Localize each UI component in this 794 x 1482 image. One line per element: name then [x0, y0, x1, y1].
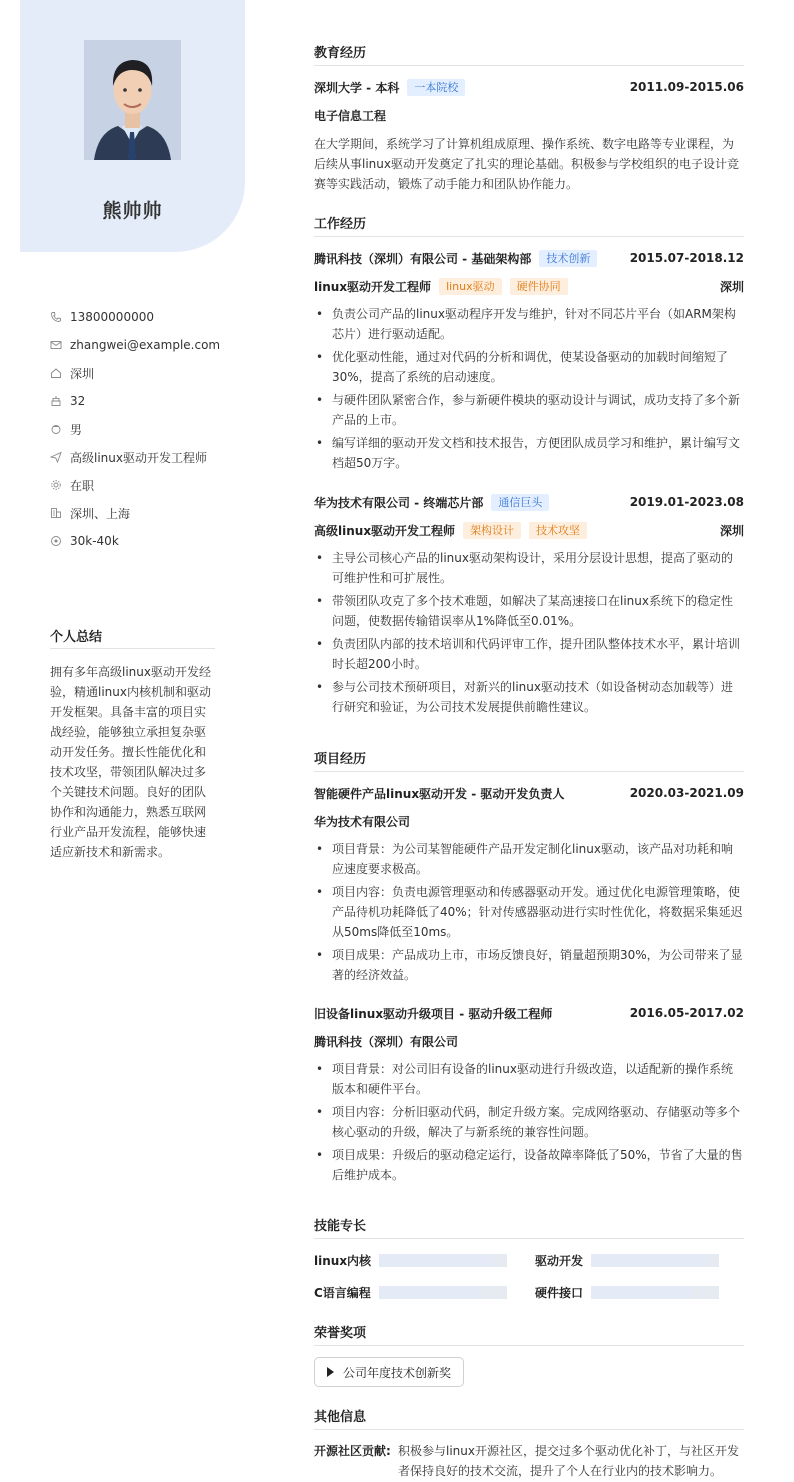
job-duties	[314, 548, 744, 720]
skill-item	[535, 1252, 719, 1269]
project-name: 智能硬件产品linux驱动开发 - 驱动开发负责人	[314, 786, 565, 801]
skill-tag: 技术攻坚	[529, 522, 587, 539]
list-item: • 负责公司产品的linux驱动程序开发与维护，针对不同芯片平台（如ARM架构芯片）进行驱动适配。	[314, 304, 744, 344]
project-header	[314, 1004, 744, 1022]
list-item: • 项目成果：升级后的驱动稳定运行，设备故障率降低了50%，节省了大量的售后维护成本。	[314, 1145, 744, 1185]
list-item: • 参与公司技术预研项目，对新兴的linux驱动技术（如设备树动态加载等）进行研究和验证，为公司技术发展提供前瞻性建议。	[314, 677, 744, 717]
list-item: • 负责团队内部的技术培训和代码评审工作，提升团队整体技术水平，累计培训时长超200小时。	[314, 634, 744, 674]
contact-text: 32	[70, 394, 86, 408]
contact-text: 13800000000	[70, 310, 154, 324]
contact-salary	[50, 527, 240, 555]
skill-name: linux内核	[314, 1254, 372, 1268]
contact-text: 男	[70, 422, 83, 437]
project-company-row	[314, 1032, 744, 1050]
list-item: • 项目内容：分析旧驱动代码，制定升级方案。完成网络驱动、存储驱动等多个核心驱动的升级，解决了与新系统的兼容性问题。	[314, 1102, 744, 1142]
skill-name: C语言编程	[314, 1286, 371, 1300]
school-tag: 一本院校	[407, 79, 465, 96]
project-name: 旧设备linux驱动升级项目 - 驱动升级工程师	[314, 1006, 553, 1021]
project-company: 华为技术有限公司	[314, 814, 411, 829]
sidebar	[0, 0, 245, 1482]
list-item: • 主导公司核心产品的linux驱动架构设计，采用分层设计思想，提高了驱动的可维护性和可扩展性。	[314, 548, 744, 588]
awards-title: 荣誉奖项	[314, 1322, 744, 1346]
project-details	[314, 839, 744, 988]
job-header	[314, 249, 744, 267]
summary-text: 拥有多年高级linux驱动开发经验，精通linux内核机制和驱动开发框架。具备丰富的项目实战经验，能够独立承担复杂驱动开发任务。擅长性能优化和技术攻坚，带领团队解决过多个关键技术问题。良好的团队协作和沟通能力，熟悉互联网行业产品开发流程，能够快速适应新技术和新需求。	[50, 665, 211, 859]
home-icon	[50, 367, 62, 379]
list-item: • 项目背景：对公司旧有设备的linux驱动进行升级改造，以适配新的操作系统版本和硬件平台。	[314, 1059, 744, 1099]
skill-bar	[591, 1254, 719, 1267]
company-name: 华为技术有限公司 - 终端芯片部	[314, 495, 484, 510]
project-date: 2020.03-2021.09	[629, 786, 744, 800]
cake-icon	[50, 395, 62, 407]
job-position-row	[314, 277, 744, 295]
company-name: 腾讯科技（深圳）有限公司 - 基础架构部	[314, 251, 532, 266]
position: linux驱动开发工程师	[314, 279, 432, 294]
education-title: 教育经历	[314, 42, 744, 66]
other-info	[314, 1441, 744, 1481]
gear-icon	[50, 479, 62, 491]
play-icon	[327, 1367, 334, 1377]
job-position-row	[314, 521, 744, 539]
other-label: 开源社区贡献:	[314, 1444, 391, 1458]
skill-name: 硬件接口	[535, 1286, 584, 1300]
contact-job-title	[50, 443, 240, 471]
skill-fill	[379, 1254, 494, 1267]
list-item: • 带领团队攻克了多个技术难题，如解决了某高速接口在linux系统下的稳定性问题，使数据传输错误率从1%降低至0.01%。	[314, 591, 744, 631]
contact-location	[50, 499, 240, 527]
list-item: • 优化驱动性能，通过对代码的分析和调优，使某设备驱动的加载时间缩短了30%，提高了系统的启动速度。	[314, 347, 744, 387]
company-tag: 技术创新	[539, 250, 597, 267]
job-city: 深圳	[719, 523, 744, 538]
contact-email	[50, 331, 240, 359]
list-item: • 项目内容：负责电源管理驱动和传感器驱动开发。通过优化电源管理策略，使产品待机功耗降低了40%；针对传感器驱动进行实时性优化，将数据采集延迟从50ms降低至10ms。	[314, 882, 744, 942]
list-item: • 编写详细的驱动开发文档和技术报告，方便团队成员学习和维护，累计编写文档超50万字。	[314, 433, 744, 473]
skill-fill	[379, 1286, 481, 1299]
award-item[interactable]	[314, 1357, 464, 1387]
skill-item	[535, 1284, 719, 1301]
contact-phone	[50, 303, 240, 331]
position: 高级linux驱动开发工程师	[314, 523, 456, 538]
education-date: 2011.09-2015.06	[629, 80, 744, 94]
list-item: • 项目背景：为公司某智能硬件产品开发定制化linux驱动，该产品对功耗和响应速度要求极高。	[314, 839, 744, 879]
skills-title: 技能专长	[314, 1215, 744, 1239]
company-tag: 通信巨头	[491, 494, 549, 511]
job-header	[314, 493, 744, 511]
skill-item	[314, 1284, 507, 1301]
gender-icon	[50, 423, 62, 435]
money-icon	[50, 535, 62, 547]
skill-name: 驱动开发	[535, 1254, 584, 1268]
education-header	[314, 78, 744, 96]
job-date: 2015.07-2018.12	[629, 251, 744, 265]
contact-list	[50, 303, 240, 555]
building-icon	[50, 507, 62, 519]
project-company-row	[314, 812, 744, 830]
list-item: • 与硬件团队紧密合作，参与新硬件模块的驱动设计与调试，成功支持了多个新产品的上市。	[314, 390, 744, 430]
skill-tag: 硬件协同	[510, 278, 568, 295]
contact-text: 深圳、上海	[70, 506, 131, 521]
other-text: 积极参与linux开源社区，提交过多个驱动优化补丁，与社区开发者保持良好的技术交流，提升了个人在行业内的技术影响力。	[398, 1444, 739, 1478]
job-date: 2019.01-2023.08	[629, 495, 744, 509]
contact-text: zhangwei@example.com	[70, 338, 221, 352]
contact-age	[50, 387, 240, 415]
person-name: 熊帅帅	[102, 200, 163, 222]
contact-city	[50, 359, 240, 387]
skill-bar	[379, 1254, 507, 1267]
work-title: 工作经历	[314, 213, 744, 237]
award-text: 公司年度技术创新奖	[343, 1365, 452, 1380]
contact-text: 高级linux驱动开发工程师	[70, 450, 207, 465]
skill-fill	[591, 1286, 693, 1299]
mail-icon	[50, 339, 62, 351]
project-company: 腾讯科技（深圳）有限公司	[314, 1034, 459, 1049]
skill-bar	[591, 1286, 719, 1299]
project-details	[314, 1059, 744, 1188]
skill-item	[314, 1252, 507, 1269]
job-duties	[314, 304, 744, 476]
project-header	[314, 784, 744, 802]
projects-title: 项目经历	[314, 748, 744, 772]
education-desc: 在大学期间，系统学习了计算机组成原理、操作系统、数字电路等专业课程，为后续从事linux驱动开发奠定了扎实的理论基础。积极参与学校组织的电子设计竞赛等实践活动，锻炼了动手能力和团队协作能力。	[314, 137, 739, 191]
contact-status	[50, 471, 240, 499]
contact-text: 在职	[70, 478, 95, 493]
job-city: 深圳	[719, 279, 744, 294]
contact-text: 深圳	[70, 366, 95, 381]
skill-tag: linux驱动	[439, 278, 502, 295]
phone-icon	[50, 311, 62, 323]
skill-fill	[591, 1254, 706, 1267]
other-title: 其他信息	[314, 1406, 744, 1430]
contact-text: 30k-40k	[70, 534, 119, 548]
skill-bar	[379, 1286, 507, 1299]
project-date: 2016.05-2017.02	[629, 1006, 744, 1020]
education-major-row	[314, 106, 744, 124]
avatar	[84, 40, 181, 160]
contact-gender	[50, 415, 240, 443]
skill-tag: 架构设计	[463, 522, 521, 539]
school-name: 深圳大学 - 本科	[314, 80, 400, 95]
list-item: • 项目成果：产品成功上市，市场反馈良好，销量超预期30%，为公司带来了显著的经济效益。	[314, 945, 744, 985]
send-icon	[50, 451, 62, 463]
major: 电子信息工程	[314, 108, 387, 123]
summary-title: 个人总结	[50, 626, 215, 649]
